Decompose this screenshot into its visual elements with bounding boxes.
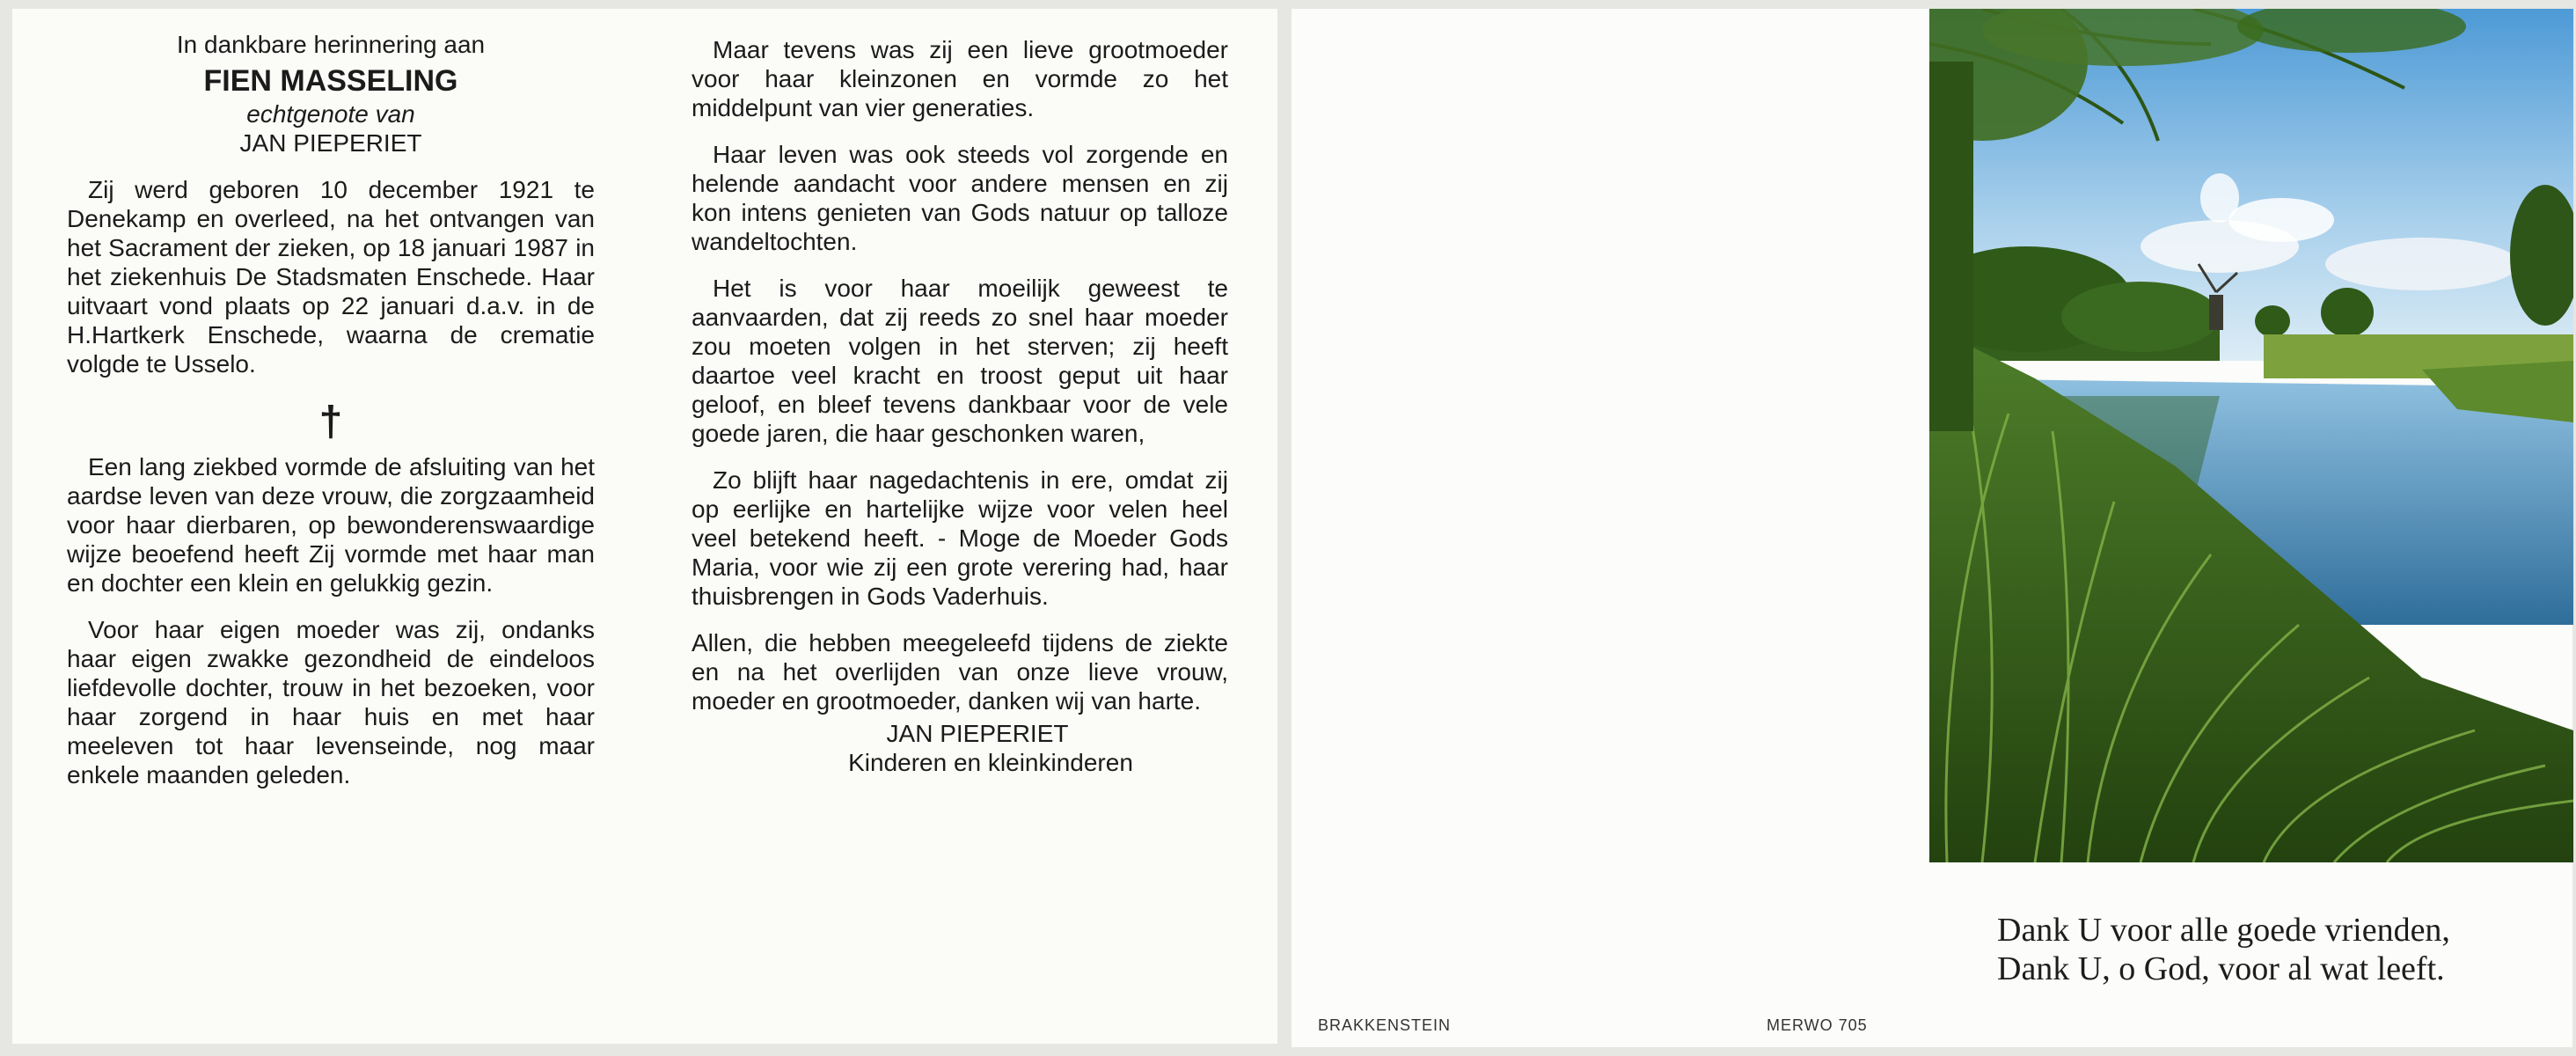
deceased-name: FIEN MASSELING <box>203 64 458 98</box>
signature-family: Kinderen en kleinkinderen <box>848 749 1133 776</box>
header-line: In dankbare herinnering aan <box>176 31 486 58</box>
mother-paragraph: Voor haar eigen moeder was zij, ondanks haar eigen zwakke gezondheid de eindeloos liefdevolle dochter, trouw in het bezoeken, voor haar zorgend in haar huis en met haar meeleven tot haar levenseinde, nog maar enkele maanden geleden. <box>67 616 595 788</box>
right-page <box>1292 9 2572 1047</box>
faith-paragraph: Het is voor haar moeilijk geweest te aanvaarden, dat zij reeds zo snel haar moeder zou moeten volgen in het sterven; zij heeft daartoe veel kracht en troost geput uit haar geloof, en bleef tevens dankbaar voor de vele goede jaren, die haar geschonken waren, <box>692 275 1228 447</box>
left-trees <box>1929 62 1973 431</box>
caption <box>1997 911 2525 988</box>
cloud <box>2228 198 2334 242</box>
relation-line: echtgenote van <box>246 100 415 128</box>
tree <box>2061 282 2220 352</box>
caption-line-1: Dank U voor alle goede vrienden, <box>1997 912 2450 949</box>
thanks-paragraph: Allen, die hebben meegeleefd tijdens de ziekte en na het overlijden van onze lieve vrouw, moeder en grootmoeder, danken wij van harte. <box>692 629 1228 715</box>
printer-imprint: BRAKKENSTEIN <box>1318 1016 1452 1034</box>
spouse-name: JAN PIEPERIET <box>239 129 422 157</box>
biography-paragraph: Zij werd geboren 10 december 1921 te Denekamp en overleed, na het ontvangen van het Sacrament der zieken, op 18 januari 1987 in het ziekenhuis De Stadsmaten Enschede. Haar uitvaart vond plaats op 22 januari d.a.v. in de H.Hartkerk Enschede, waarna de crematie volgde te Usselo. <box>67 176 595 378</box>
landscape-photo <box>1929 9 2573 862</box>
cloud <box>2325 238 2519 290</box>
card-number: MERWO 705 <box>1767 1016 1868 1034</box>
grandmother-paragraph: Maar tevens was zij een lieve grootmoeder voor haar kleinzonen en vormde zo het middelpunt van vier generaties. <box>692 36 1228 121</box>
cloud <box>2200 173 2239 223</box>
tree <box>2321 288 2374 337</box>
caption-line-2: Dank U, o God, voor al wat leeft. <box>1997 950 2445 987</box>
tree <box>2255 305 2290 337</box>
care-paragraph: Haar leven was ook steeds vol zorgende en helende aandacht voor andere mensen en zij kon intens genieten van Gods natuur op talloze wandeltochten. <box>692 141 1228 255</box>
remembrance-paragraph: Zo blijft haar nagedachtenis in ere, omdat zij op eerlijke en hartelijke wijze voor velen heel veel betekend heeft. - Moge de Moeder Gods Maria, voor wie zij een grote verering had, haar thuisbrengen in Gods Vaderhuis. <box>692 466 1228 610</box>
text-column-2 <box>692 35 1228 777</box>
signature-name: JAN PIEPERIET <box>886 720 1069 747</box>
cross-symbol: † <box>318 399 343 445</box>
windmill-body <box>2209 295 2223 330</box>
illness-paragraph: Een lang ziekbed vormde de afsluiting van het aardse leven van deze vrouw, die zorgzaamheid voor haar dierbaren, op bewonderenswaardige wijze beoefend heeft Zij vormde met haar man en dochter een klein en gelukkig gezin. <box>67 453 595 597</box>
left-page <box>12 9 1277 1044</box>
text-column-1 <box>67 30 595 807</box>
